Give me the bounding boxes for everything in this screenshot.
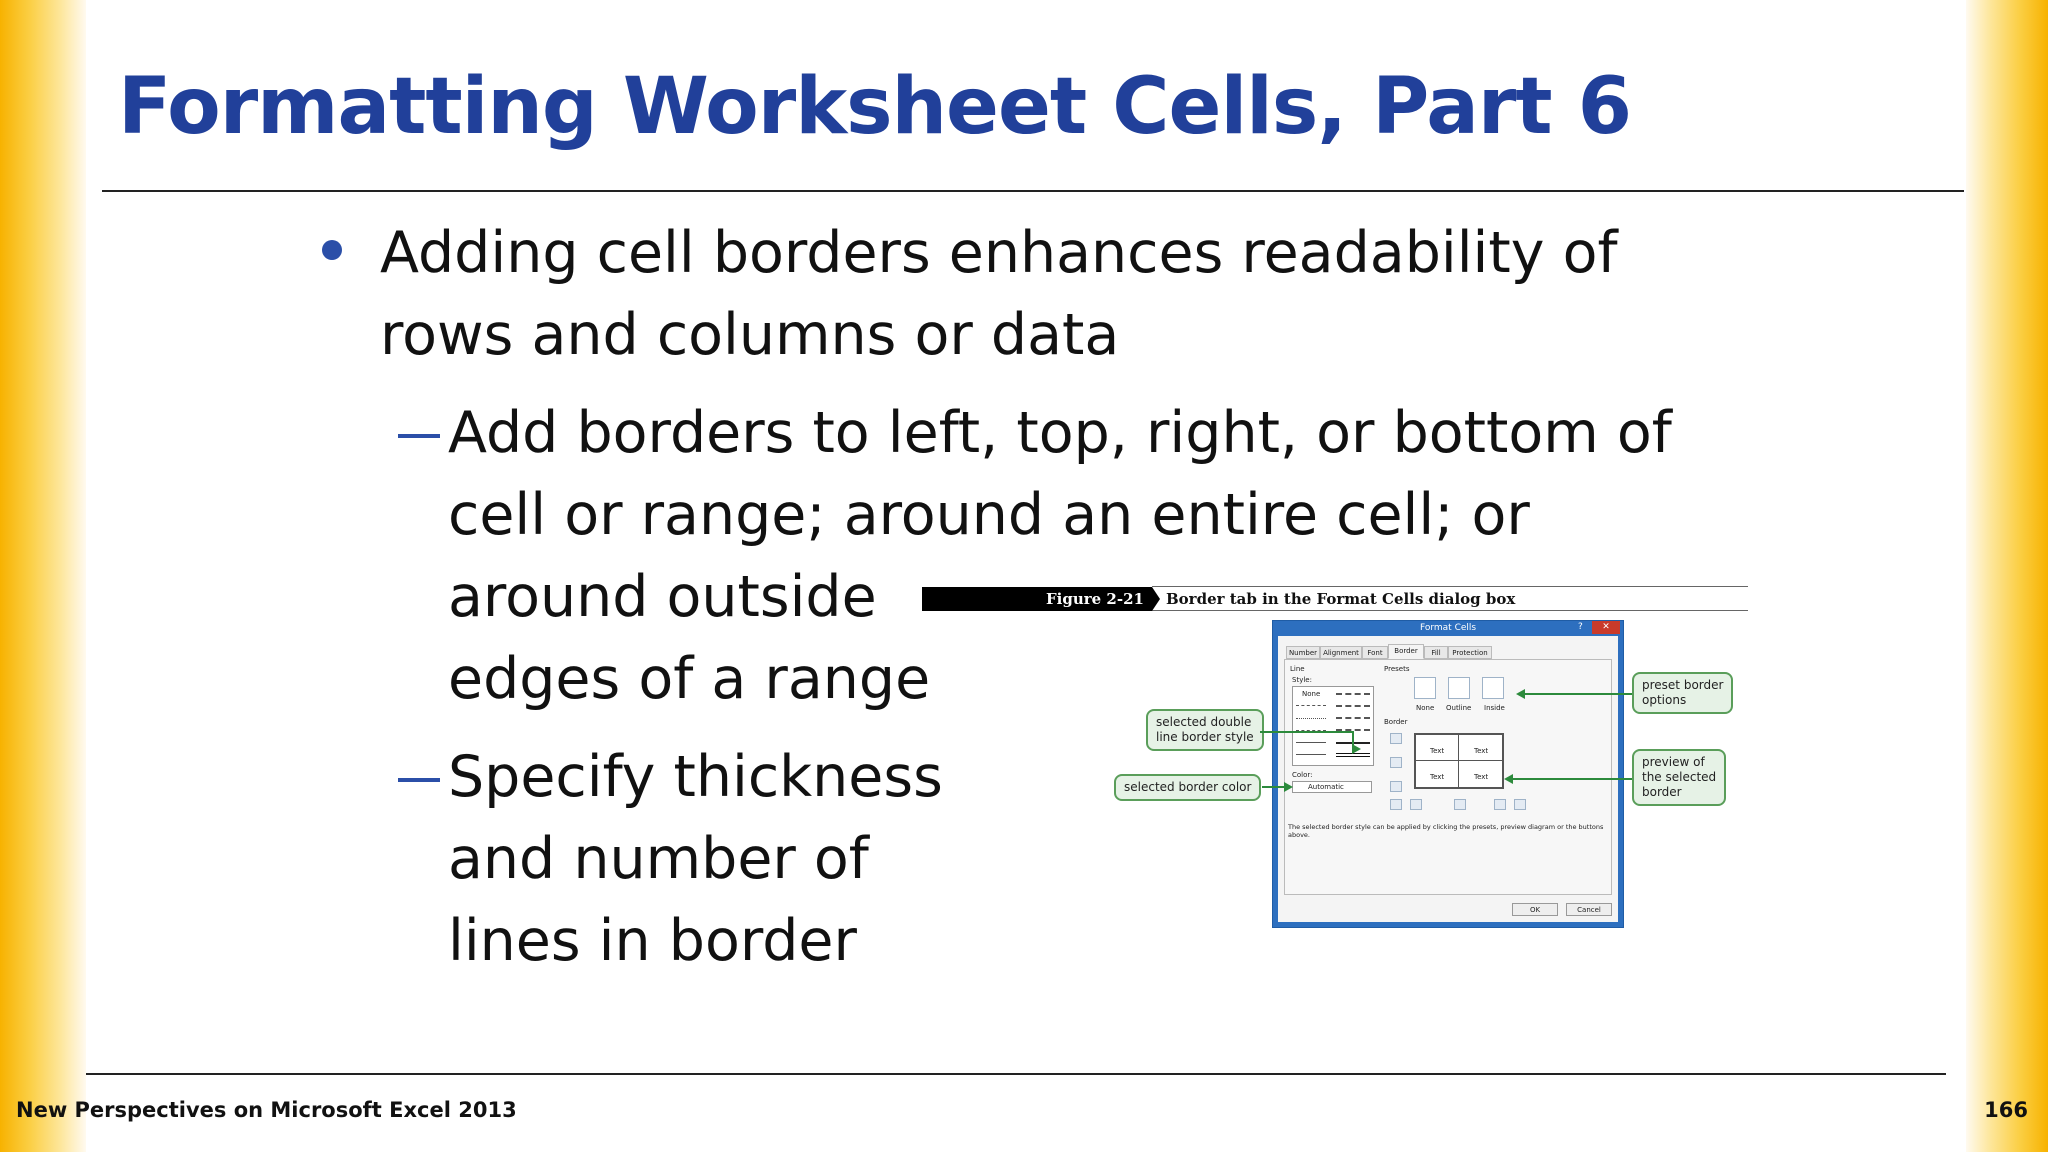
preset-none-button	[1414, 677, 1436, 699]
sub-bullet-2-line-3: lines in border	[448, 908, 857, 974]
border-bottom-button	[1390, 781, 1402, 792]
footer-course-title: New Perspectives on Microsoft Excel 2013	[16, 1098, 517, 1122]
figure-label-tip	[1152, 587, 1160, 611]
help-icon: ?	[1578, 622, 1583, 632]
border-top-button	[1390, 733, 1402, 744]
tab-font: Font	[1362, 646, 1388, 659]
tab-number: Number	[1286, 646, 1320, 659]
sub-bullet-dash	[398, 778, 440, 782]
callout-text: preview of	[1642, 755, 1705, 769]
style-none-label: None	[1302, 690, 1321, 698]
preview-divider	[1416, 760, 1502, 761]
figure-rule-bottom	[1152, 610, 1748, 611]
preset-outline-label: Outline	[1446, 704, 1472, 712]
preview-divider	[1458, 735, 1459, 787]
preset-inside-label: Inside	[1484, 704, 1505, 712]
presets-label: Presets	[1384, 665, 1410, 673]
callout-text: selected border color	[1124, 780, 1252, 794]
callout-text: the selected	[1642, 770, 1717, 784]
title-divider	[102, 190, 1964, 192]
arrow-head	[1516, 689, 1525, 699]
arrow-head	[1352, 744, 1361, 754]
callout-text: line border style	[1156, 730, 1254, 744]
line-style-sample	[1296, 754, 1326, 755]
line-style-sample	[1336, 705, 1370, 707]
border-label: Border	[1384, 718, 1408, 726]
sub-bullet-2-line-2: and number of	[448, 826, 869, 892]
bullet-dot	[322, 240, 342, 260]
preset-inside-button	[1482, 677, 1504, 699]
callout-text: selected double	[1156, 715, 1252, 729]
figure-number: Figure 2-21	[1046, 590, 1144, 608]
sub-bullet-1-line-4: edges of a range	[448, 646, 931, 712]
tab-protection: Protection	[1448, 646, 1492, 659]
line-style-sample	[1336, 717, 1370, 719]
cancel-button: Cancel	[1566, 903, 1612, 916]
callout-preview	[1632, 749, 1726, 806]
color-label: Color:	[1292, 771, 1313, 779]
sub-bullet-1-line-3: around outside	[448, 564, 877, 630]
callout-text: options	[1642, 693, 1687, 707]
style-label: Style:	[1292, 676, 1312, 684]
border-center-button	[1454, 799, 1466, 810]
border-diagonal-up-button	[1514, 799, 1526, 810]
preset-none-label: None	[1416, 704, 1435, 712]
close-icon: ✕	[1592, 621, 1620, 634]
preview-cell-text: Text	[1430, 747, 1445, 755]
figure-caption: Border tab in the Format Cells dialog box	[1166, 590, 1516, 608]
bullet-1-line-2: rows and columns or data	[380, 302, 1120, 368]
line-style-sample	[1336, 693, 1370, 695]
arrow-head	[1284, 782, 1293, 792]
border-middle-button	[1390, 757, 1402, 768]
callout-arrow	[1512, 778, 1632, 780]
border-preview	[1414, 733, 1504, 789]
callout-arrow	[1260, 731, 1354, 733]
callout-arrow	[1524, 693, 1632, 695]
callout-text: preset border	[1642, 678, 1724, 692]
border-diagonal-button	[1390, 799, 1402, 810]
tab-fill: Fill	[1424, 646, 1448, 659]
left-decorative-bar	[0, 0, 86, 1152]
line-label: Line	[1290, 665, 1305, 673]
callout-preset-options	[1632, 672, 1733, 714]
dialog-title: Format Cells	[1420, 623, 1477, 633]
sub-bullet-dash	[398, 434, 440, 438]
color-value: Automatic	[1308, 783, 1344, 791]
tab-border: Border	[1388, 644, 1424, 659]
border-right-button	[1494, 799, 1506, 810]
callout-border-color	[1114, 774, 1261, 801]
preview-cell-text: Text	[1430, 773, 1445, 781]
tab-alignment: Alignment	[1320, 646, 1362, 659]
page-number: 166	[1984, 1098, 2028, 1122]
callout-text: border	[1642, 785, 1682, 799]
preview-cell-text: Text	[1474, 773, 1489, 781]
arrow-head	[1504, 774, 1513, 784]
line-style-sample	[1296, 718, 1326, 719]
figure-rule-top	[1152, 586, 1748, 587]
callout-arrow	[1262, 786, 1284, 788]
bullet-1-line-1: Adding cell borders enhances readability of	[380, 220, 1618, 286]
sub-bullet-1-line-1: Add borders to left, top, right, or bottom of	[448, 400, 1672, 466]
preset-outline-button	[1448, 677, 1470, 699]
ok-button: OK	[1512, 903, 1558, 916]
slide-title: Formatting Worksheet Cells, Part 6	[118, 62, 1632, 152]
preview-cell-text: Text	[1474, 747, 1489, 755]
sub-bullet-1-line-2: cell or range; around an entire cell; or	[448, 482, 1530, 548]
right-decorative-bar	[1966, 0, 2048, 1152]
footer-divider	[86, 1073, 1946, 1075]
line-style-sample	[1296, 705, 1326, 706]
dialog-hint: The selected border style can be applied by clicking the presets, preview diagram or the buttons above.	[1288, 823, 1604, 839]
line-style-sample	[1296, 742, 1326, 743]
callout-double-line	[1146, 709, 1264, 751]
sub-bullet-2-line-1: Specify thickness	[448, 744, 943, 810]
border-left-button	[1410, 799, 1422, 810]
